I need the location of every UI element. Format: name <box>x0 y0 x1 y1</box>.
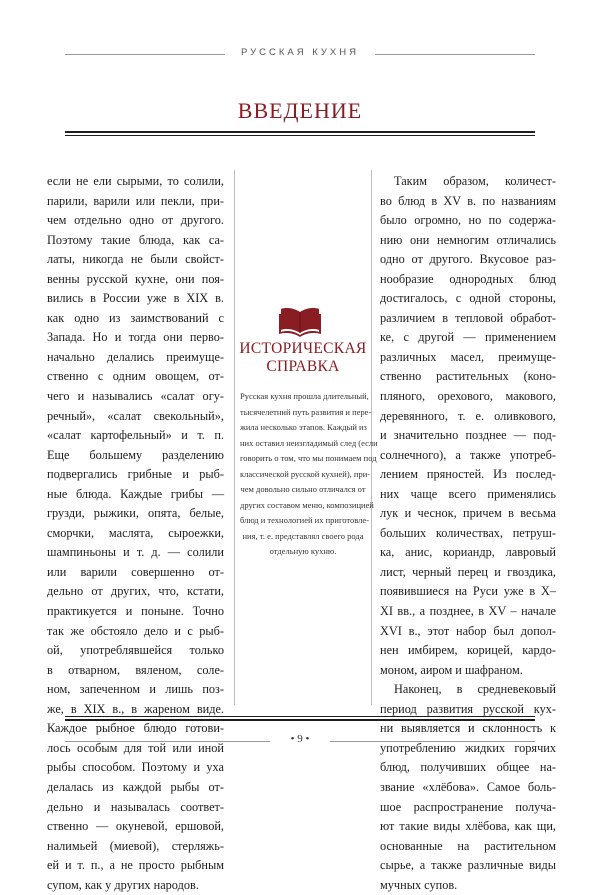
sidebar-text-line: тысячелетний путь развития и пере- <box>240 406 372 417</box>
running-head-rule-right <box>375 54 535 55</box>
text-line: солнечного), а также употреб- <box>380 447 556 462</box>
page-number: • 9 • <box>290 733 310 745</box>
sidebar-title <box>236 340 370 376</box>
running-head-text: РУССКАЯ КУХНЯ <box>241 47 359 58</box>
bottom-rule <box>65 716 535 722</box>
text-line: супом, как у других народов. <box>47 877 199 892</box>
sidebar-text-line: жила несколько этапов. Каждый из <box>240 422 367 432</box>
title-rule <box>65 131 535 137</box>
text-line: период развития русской кух- <box>380 701 556 716</box>
text-line: ке, с другой — применением <box>380 330 556 345</box>
sidebar-text-line: блюд и технологией их приготовле- <box>240 515 369 525</box>
text-line: звание «хлёбова». Самое боль- <box>380 779 556 794</box>
text-line: сморчки, маслята, сыроежки, <box>47 525 224 540</box>
text-line: налимьей (миевой), стерляжь- <box>47 838 224 853</box>
text-line: или варили совершенно от- <box>47 564 224 579</box>
text-line: Наконец, в средневековый <box>394 682 556 697</box>
text-line: нию они немногим отличались <box>380 232 556 247</box>
text-line: XVI в., этот набор был допол- <box>380 623 556 638</box>
text-line: ственно — окуневой, ершовой, <box>47 819 224 834</box>
text-line: парили, варили или пекли, при- <box>47 193 224 208</box>
text-line: основанные на растительном <box>380 838 556 853</box>
text-line: ют такие виды хлёбова, как щи, <box>380 819 556 834</box>
text-line: ей и т. п., а не просто рыбным <box>47 858 224 873</box>
text-line: делалась из каждой рыбы от- <box>47 779 224 794</box>
text-line: венны русской кухне, они поя- <box>47 271 224 286</box>
footer-rule-right <box>330 741 535 742</box>
sidebar-text-line: отдельную кухню. <box>269 546 337 556</box>
text-line: нен имбирем, корицей, кардо- <box>380 643 556 658</box>
sidebar-title-line-1: ИСТОРИЧЕСКАЯ <box>239 340 367 357</box>
text-line: ном, запеченном и лишь поз- <box>47 682 224 697</box>
sidebar-text-line: ния, т. е. представлял своего рода <box>242 530 364 541</box>
text-line: и значительно позднее — под- <box>380 428 556 443</box>
text-line: блюд, получивших общее на- <box>380 760 556 775</box>
text-line: лением пряностей. Из послед- <box>380 467 556 482</box>
text-line: различием в тепловой обработ- <box>380 310 556 325</box>
sidebar-title-line-2: СПРАВКА <box>266 358 340 375</box>
text-line: Еще большему разделению <box>47 447 224 462</box>
text-line: лук и чеснок, причем в весьма <box>380 506 556 521</box>
text-line: дельно и называлась соответ- <box>47 799 224 814</box>
text-line: них чаще всего применялись <box>380 486 556 501</box>
text-line: Поэтому такие блюда, как са- <box>47 232 224 247</box>
text-line: чем отдельно одно от другого. <box>47 213 224 228</box>
sidebar-text-line: Русская кухня прошла длительный, <box>240 391 369 401</box>
text-line: моном, аиром и шафраном. <box>380 662 523 677</box>
text-line: ственно растительных (коно- <box>380 369 556 384</box>
text-line: грузди, рыжики, опята, белые, <box>47 506 224 521</box>
open-book-icon <box>278 306 322 338</box>
text-line: шампиньоны и т. д. — солили <box>47 545 224 560</box>
text-line: ственно с одним овощем, от- <box>47 369 224 384</box>
text-line: ка, анис, кориандр, лавровый <box>380 545 556 560</box>
text-line: подвергались грибные и рыб- <box>47 467 224 482</box>
text-line: XI вв., а позднее, в XV – начале <box>380 604 556 619</box>
text-line: Каждое рыбное блюдо готови- <box>47 721 224 736</box>
text-line: лист, черный перец и гвоздика, <box>380 564 556 579</box>
text-line: рыбы способом. Поэтому и уха <box>47 760 224 775</box>
text-line: в отварном, вяленом, соле- <box>47 662 224 677</box>
text-line: латы, никогда не были свойст- <box>47 252 224 267</box>
sidebar-text-line: классической русской кухней), при- <box>240 468 371 479</box>
sidebar-text <box>240 389 378 560</box>
text-line: ные блюда. Каждые грибы — <box>47 486 224 501</box>
text-line: если не ели сырыми, то солили, <box>47 174 224 188</box>
text-line: Запада. Но и тогда они перво- <box>47 330 224 345</box>
text-line: было огромно, но по содержа- <box>380 213 556 228</box>
text-line: «салат картофельный» и т. п. <box>47 428 224 443</box>
text-line: различных масел, преимуще- <box>380 349 556 364</box>
running-head <box>0 45 600 65</box>
text-line: больших количествах, петруш- <box>380 525 556 540</box>
text-line: ой, употреблявшейся только <box>47 643 224 658</box>
column-divider-left <box>234 170 235 705</box>
sidebar-text-line: чем довольно сильно отличался от <box>240 484 366 494</box>
text-line: достигалось, с одной стороны, <box>380 291 556 306</box>
text-line: во блюд в XV в. по названиям <box>380 193 556 208</box>
text-line: чего и назывались «салат огу- <box>47 389 224 404</box>
text-line: вились в России уже в XIX в. <box>47 291 224 306</box>
text-line: Таким образом, количест- <box>394 174 556 188</box>
text-line: деревянного, т. е. оливкового, <box>380 408 556 423</box>
sidebar-text-line: говорить о том, что мы понимаем под <box>240 453 377 463</box>
text-line: появившиеся на Руси уже в X– <box>380 584 556 599</box>
text-line: ни выявляется и склонность к <box>380 721 556 736</box>
text-line: так же обстояло дело и с рыб- <box>47 623 224 638</box>
text-line: дельно от других, что, кстати, <box>47 584 224 599</box>
text-line: же, в XIX в., в жареном виде. <box>47 701 224 716</box>
text-line: практикуется и поныне. Точно <box>47 604 224 619</box>
text-line: употреблению жидких горячих <box>380 740 556 755</box>
text-line: как одно из заимствований с <box>47 310 224 325</box>
text-line: начально делались преимуще- <box>47 349 224 364</box>
text-line: мучных супов. <box>380 877 458 892</box>
section-title: ВВЕДЕНИЕ <box>237 98 363 123</box>
text-line: нообразие однородных блюд <box>380 271 556 286</box>
text-line: сырье, а также различные виды <box>380 858 556 873</box>
text-line: шое распространение получа- <box>380 799 556 814</box>
text-line: лось особым для той или иной <box>47 740 224 755</box>
sidebar-text-line: других составом меню, композицией <box>240 499 374 510</box>
text-line: одно от другого. Вкусовое раз- <box>380 252 556 267</box>
text-line: речный», «салат свекольный», <box>47 408 224 423</box>
sidebar-text-line: них оставил неизгладимый след (если <box>240 437 378 448</box>
text-line: пляного, орехового, макового, <box>380 389 556 404</box>
